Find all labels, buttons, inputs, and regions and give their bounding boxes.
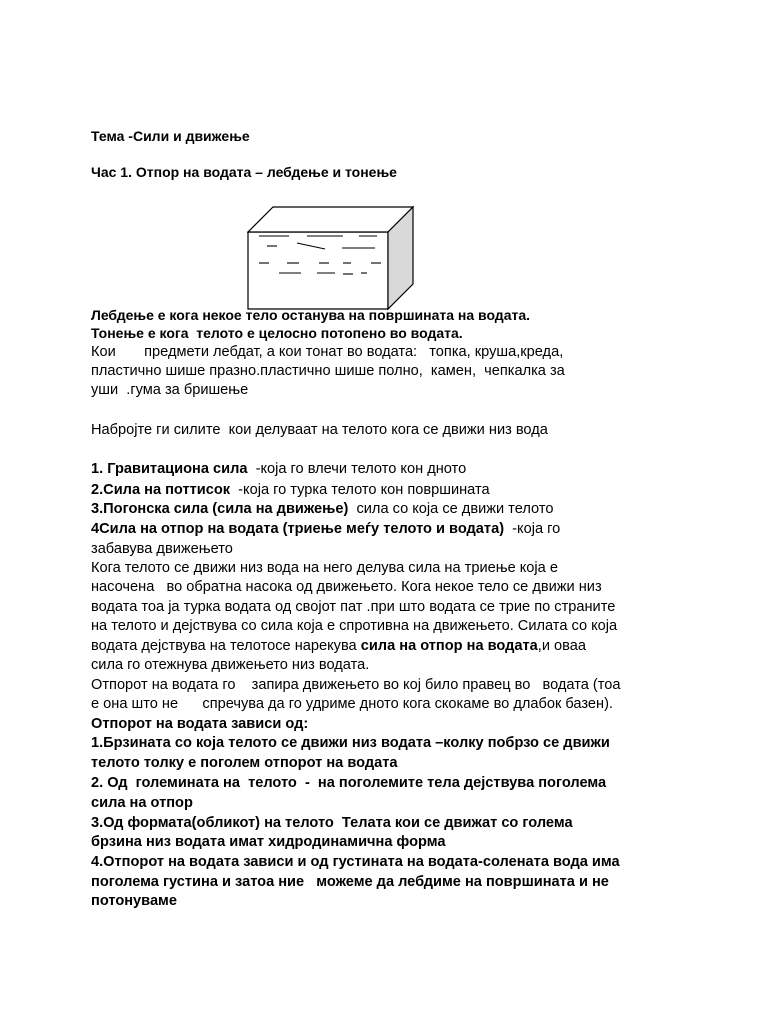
force-item-buoyancy (91, 481, 490, 501)
paragraph-line: насочена во обратна насока од движењето. Кога некое тело се движи низ (91, 579, 602, 595)
tank-top-face (248, 207, 413, 232)
question-line-2: пластично шише празно.пластично шише полно, камен, чепкалка за (91, 363, 565, 379)
depends-item: поголема густина и затоа ние можеме да лебдиме на површината и не (91, 874, 609, 890)
force-item-text: сила со која се движи телото (348, 501, 554, 517)
key-term: сила на отпор на водата (360, 638, 538, 654)
depends-heading: Отпорот на водата зависи од: (91, 716, 309, 732)
tank-front-face (248, 232, 388, 309)
force-item-label: 2.Сила на поттисок (91, 482, 231, 498)
water-tank-icon (247, 206, 417, 312)
force-item-gravity (91, 460, 466, 480)
paragraph-line: Отпорот на водата го запира движењето во кој било правец во водата (тоа (91, 677, 621, 693)
paragraph-line: Кога телото се движи низ вода на него делува сила на триење која е (91, 560, 558, 576)
depends-item: 2. Од големината на телото - на поголемите тела дејствува поголема (91, 775, 607, 791)
lesson-heading: Час 1. Отпор на водата – лебдење и тонење (91, 164, 397, 180)
force-item-text: -која го влечи телото кон дното (247, 461, 467, 477)
paragraph-text: ,и оваа (537, 638, 586, 654)
paragraph-line: е она што не спречува да го удриме дното кога скокаме во длабок базен). (91, 696, 613, 712)
depends-item: 1.Брзината со која телото се движи низ водата –колку побрзо се движи (91, 735, 610, 751)
depends-item: 4.Отпорот на водата зависи и од густината на водата-солената вода има (91, 854, 620, 870)
definition-sinking: Тонење е кога телото е целосно потопено во водата. (91, 325, 463, 341)
question-line-3: уши .гума за бришење (91, 382, 249, 398)
force-item-text: -која го турка телото кон површината (230, 482, 490, 498)
question-line-1: Кои предмети лебдат, а кои тонат во водата: топка, круша,креда, (91, 344, 564, 360)
force-item-text: -која го (504, 521, 561, 537)
force-item-propulsion (91, 500, 553, 520)
definition-floating: Лебдење е кога некое тело останува на површината на водата. (91, 307, 531, 323)
depends-item: брзина низ водата имат хидродинамична форма (91, 834, 446, 850)
paragraph-text: водата дејствува на телотосе нарекува (91, 638, 361, 654)
paragraph-line: на телото и дејствува со сила која е спротивна на движењето. Силата со која (91, 618, 618, 634)
force-item-drag-cont: забавува движењето (91, 541, 233, 557)
force-item-label: 3.Погонска сила (сила на движење) (91, 501, 349, 517)
force-item-drag (91, 520, 560, 540)
paragraph-line: водата тоа ја турка водата од својот пат .при што водата се трие по страните (91, 599, 616, 615)
depends-item: телото толку е поголем отпорот на водата (91, 755, 398, 771)
force-item-label: 1. Гравитациона сила (91, 461, 248, 477)
force-item-label: 4Сила на отпор на водата (триење меѓу телото и водата) (91, 521, 505, 537)
depends-item: 3.Од формата(обликот) на телото Телата кои се движат со голема (91, 815, 573, 831)
paragraph-line: сила го отежнува движењето низ водата. (91, 657, 370, 673)
depends-item: потонуваме (91, 893, 177, 909)
depends-item: сила на отпор (91, 795, 193, 811)
topic-heading: Тема -Сили и движење (91, 128, 250, 144)
paragraph-line (91, 637, 586, 657)
forces-prompt: Набројте ги силите кои делуваат на телото кога се движи низ вода (91, 422, 548, 438)
